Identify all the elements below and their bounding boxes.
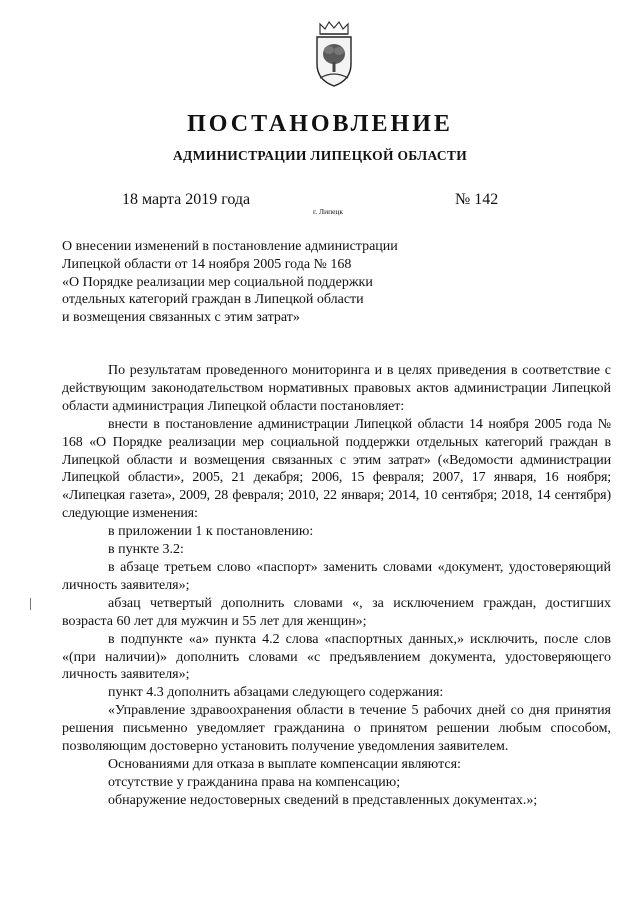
body-paragraph: в подпункте «а» пункта 4.2 слова «паспортных данных,» исключить, после слов «(при наличии)» дополнить словами «с предъявлением документа, удостоверяющего личность заявителя»; — [62, 631, 611, 683]
document-body — [62, 362, 611, 810]
body-paragraph: в пункте 3.2: — [108, 542, 184, 558]
body-paragraph: Основаниями для отказа в выплате компенсации являются: — [108, 756, 461, 772]
body-paragraph: абзац четвертый дополнить словами «, за исключением граждан, достигших возраста 60 лет для мужчин и 55 лет для женщин»; — [62, 595, 611, 629]
heading-line: О внесении изменений в постановление администрации — [62, 239, 398, 254]
body-paragraph: По результатам проведенного мониторинга и в целях приведения в соответствие с действующим законодательством нормативных правовых актов администрации Липецкой области администрация Липецкой области постановляет: — [62, 363, 611, 414]
heading-line: отдельных категорий граждан в Липецкой области — [62, 292, 364, 308]
body-paragraph: «Управление здравоохранения области в течение 5 рабочих дней со дня принятия решения письменно уведомляет гражданина о принятом решении любым способом, позволяющим достоверно установить получение уведомления заявителем. — [62, 703, 611, 755]
body-paragraph: внести в постановление администрации Липецкой области 14 ноября 2005 года № 168 «О Порядке реализации мер социальной поддержки отдельных категорий граждан в Липецкой области и возмещения связанных с этим затрат» («Ведомости администрации Липецкой области», 2005, 21 декабря; 2006, 15 февраля; 2007, 17 января, 16 ноября; «Липецкая газета», 2009, 28 февраля; 2010, 22 января; 2014, 10 сентября; 2018, 14 сентября) следующие изменения: — [62, 416, 611, 522]
document-date: 18 марта 2019 года — [122, 191, 251, 208]
body-paragraph: в приложении 1 к постановлению: — [108, 524, 314, 540]
body-paragraph: в абзаце третьем слово «паспорт» заменить словами «документ, удостоверяющий личность заявителя»; — [62, 559, 611, 593]
heading-line: и возмещения связанных с этим затрат» — [62, 310, 300, 326]
margin-mark — [30, 598, 31, 610]
body-paragraph: обнаружение недостоверных сведений в представленных документах.»; — [108, 792, 538, 808]
heading-line: Липецкой области от 14 ноября 2005 года № 168 — [62, 256, 352, 272]
document-heading — [62, 238, 482, 327]
body-paragraph: пункт 4.3 дополнить абзацами следующего содержания: — [108, 685, 444, 701]
document-title: ПОСТАНОВЛЕНИЕ — [187, 111, 453, 137]
coat-of-arms-icon — [311, 20, 357, 88]
document-subtitle: АДМИНИСТРАЦИИ ЛИПЕЦКОЙ ОБЛАСТИ — [172, 148, 468, 163]
document-number: № 142 — [455, 191, 499, 208]
document-city: г. Липецк — [313, 207, 344, 216]
body-paragraph: отсутствие у гражданина права на компенсацию; — [108, 774, 401, 790]
heading-line: «О Порядке реализации мер социальной поддержки — [62, 274, 373, 290]
